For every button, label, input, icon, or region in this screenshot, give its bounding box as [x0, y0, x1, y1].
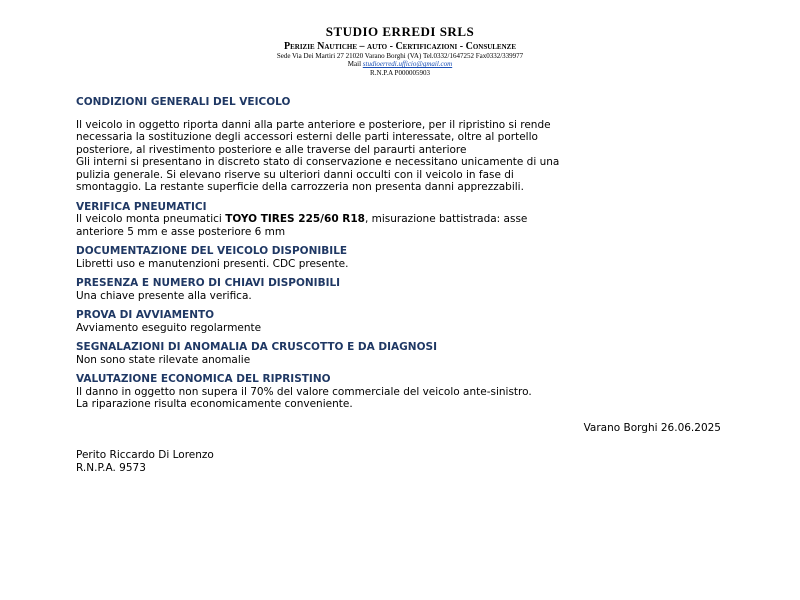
section-title: PROVA DI AVVIAMENTO: [76, 309, 215, 321]
document-date: Varano Borghi 26.06.2025: [583, 421, 721, 434]
section-title: VERIFICA PNEUMATICI: [76, 200, 207, 213]
mail-link[interactable]: studioerredi.ufficio@gmail.com: [362, 60, 453, 69]
paragraph-line: Avviamento eseguito regolarmente: [76, 321, 262, 334]
section-title: SEGNALAZIONI DI ANOMALIA DA CRUSCOTTO E DA DIAGNOSI: [76, 341, 437, 353]
paragraph-line: Il veicolo in oggetto riporta danni alla parte anteriore e posteriore, per il ripristino si rende: [76, 118, 551, 131]
text-run: Il veicolo monta pneumatici: [76, 213, 226, 225]
paragraph-line: Non sono state rilevate anomalie: [76, 353, 251, 366]
section-valutazione: [76, 373, 726, 411]
company-subtitle: Perizie Nautiche – auto - Certificazioni - Consulenze: [284, 40, 516, 52]
section-avviamento: [76, 309, 726, 334]
paragraph-line: La riparazione risulta economicamente conveniente.: [76, 398, 353, 410]
section-title: CONDIZIONI GENERALI DEL VEICOLO: [76, 96, 291, 108]
company-address: Sede Via Dei Martiri 27 21020 Varano Borghi (VA) Tel.0332/1647252 Fax0332/339977: [276, 52, 524, 61]
mail-label: Mail: [347, 60, 362, 69]
paragraph-line: posteriore, al rivestimento posteriore e alle traverse del paraurti anteriore: [76, 143, 467, 156]
section-documentazione: [76, 245, 726, 270]
paragraph-line: [76, 213, 726, 226]
section-title: VALUTAZIONE ECONOMICA DEL RIPRISTINO: [76, 373, 331, 385]
company-mail: [0, 60, 800, 68]
paragraph-line: pulizia generale. Si elevano riserve su ulteriori danni occulti con il veicolo in fase di: [76, 168, 514, 181]
letterhead: [0, 25, 800, 77]
company-rnpa: R.N.P.A P000005903: [370, 68, 430, 77]
paragraph-line: smontaggio. La restante superficie della carrozzeria non presenta danni apprezzabili.: [76, 181, 524, 193]
paragraph-line: Una chiave presente alla verifica.: [76, 289, 252, 302]
document-body: [76, 96, 726, 474]
paragraph-line: Libretti uso e manutenzioni presenti. CDC presente.: [76, 257, 349, 270]
company-name: STUDIO ERREDI SRLS: [325, 24, 475, 39]
text-run: , misurazione battistrada: asse: [364, 213, 528, 225]
section-chiavi: [76, 277, 726, 302]
paragraph-line: Il danno in oggetto non supera il 70% del valore commerciale del veicolo ante-sinistro.: [76, 385, 532, 398]
section-pneumatici: [76, 201, 726, 239]
signer-name: Perito Riccardo Di Lorenzo: [76, 449, 214, 461]
section-title: PRESENZA E NUMERO DI CHIAVI DISPONIBILI: [76, 277, 341, 289]
signature-block: [76, 449, 726, 474]
section-title: DOCUMENTAZIONE DEL VEICOLO DISPONIBILE: [76, 245, 348, 257]
section-condizioni: [76, 96, 726, 194]
signer-rnpa: R.N.P.A. 9573: [76, 461, 146, 474]
paragraph-line: necessaria la sostituzione degli accessori esterni delle parti interessate, oltre al portello: [76, 131, 538, 143]
paragraph-line: Gli interni si presentano in discreto stato di conservazione e necessitano unicamente di una: [76, 156, 560, 168]
paragraph-line: anteriore 5 mm e asse posteriore 6 mm: [76, 225, 286, 238]
tire-model: TOYO TIRES 225/60 R18: [225, 213, 365, 225]
section-anomalie: [76, 341, 726, 366]
